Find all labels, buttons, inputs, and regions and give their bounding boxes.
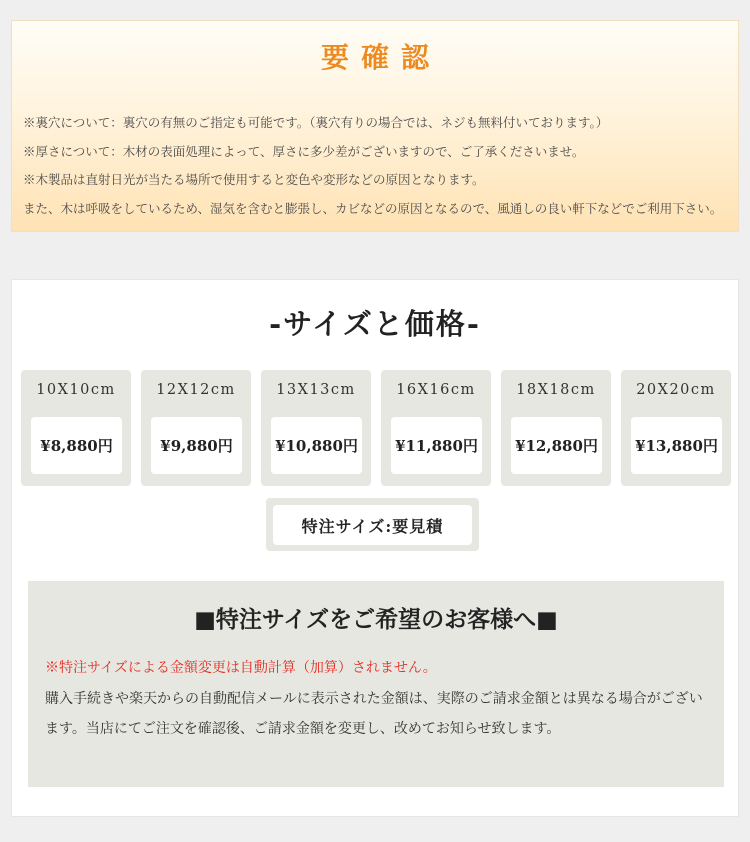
price-card (11, 279, 739, 817)
notice-line: ※裏穴について：裏穴の有無のご指定も可能です。（裏穴有りの場合では、ネジも無料付いております。） (23, 115, 609, 130)
size-label: 13X13cm (276, 382, 356, 398)
size-label: 10X10cm (36, 382, 116, 398)
custom-notice-body: 購入手続きや楽天からの自動配信メールに表示された金額は、実際のご請求金額とは異なる場合がございます。当店にてご注文を確認後、ご請求金額を変更し、改めてお知らせ致します。 (45, 691, 703, 737)
notice-line: また、木は呼吸をしているため、湿気を含むと膨張し、カビなどの原因となるので、風通しの良い軒下などでご利用下さい。 (23, 200, 723, 216)
size-price: ¥9,880円 (151, 417, 242, 474)
notice-line: ※厚さについて：木材の表面処理によって、厚さに多少差がございますので、ご了承くださいませ。 (23, 143, 585, 159)
size-price: ¥11,880円 (391, 417, 482, 474)
notice-panel (11, 20, 739, 232)
custom-size-label: 特注サイズ:要見積 (273, 505, 472, 545)
size-price: ¥12,880円 (511, 417, 602, 474)
size-list (21, 370, 731, 486)
section-title: -サイズと価格- (269, 307, 481, 341)
size-option (261, 370, 371, 486)
size-price: ¥13,880円 (631, 417, 722, 474)
custom-notice-title: ■特注サイズをご希望のお客様へ■ (194, 606, 558, 633)
size-label: 20X20cm (636, 382, 716, 398)
size-price: ¥10,880円 (271, 417, 362, 474)
size-option (21, 370, 131, 486)
notice-line: ※木製品は直射日光が当たる場所で使用すると変色や変形などの原因となります。 (23, 172, 485, 187)
custom-size-badge (266, 498, 479, 551)
size-price: ¥8,880円 (31, 417, 122, 474)
size-label: 18X18cm (516, 382, 596, 398)
size-option (141, 370, 251, 486)
size-option (621, 370, 731, 486)
size-label: 12X12cm (156, 382, 236, 398)
notice-title: 要確認 (320, 41, 441, 74)
custom-notice-warning: ※特注サイズによる金額変更は自動計算（加算）されません。 (45, 660, 437, 676)
custom-order-notice (28, 581, 724, 787)
notice-lines (23, 109, 735, 223)
size-label: 16X16cm (396, 382, 476, 398)
size-option (381, 370, 491, 486)
size-option (501, 370, 611, 486)
